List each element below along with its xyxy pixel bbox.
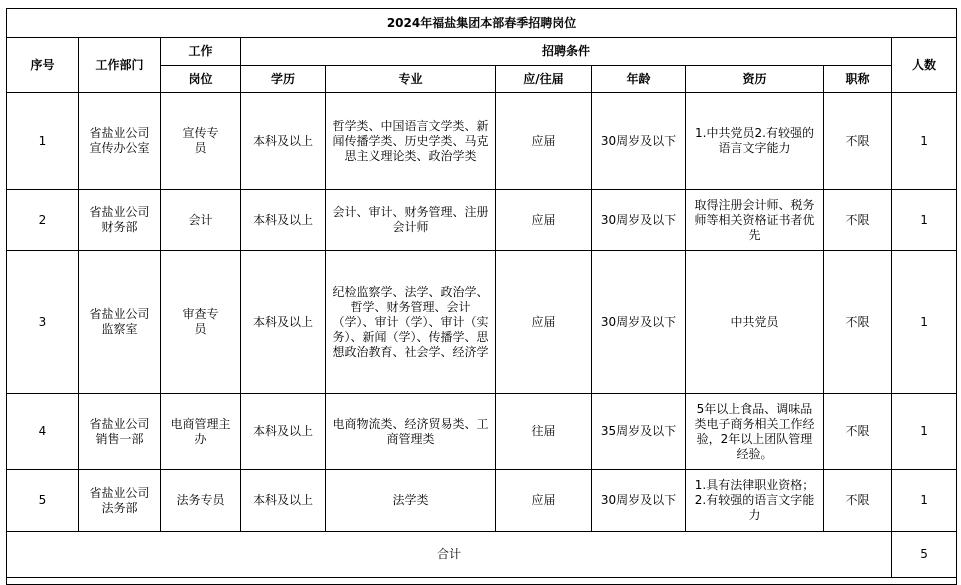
- header-qualification: 资历: [686, 66, 824, 93]
- table-row: [7, 190, 957, 251]
- header-post: 岗位: [161, 66, 241, 93]
- cell-seq: 4: [7, 394, 79, 470]
- cell-qualification: [686, 470, 824, 532]
- header-conditions: 招聘条件: [241, 38, 892, 66]
- recruitment-table: [6, 8, 957, 585]
- cell-title-rank: 不限: [824, 190, 892, 251]
- cell-dept: [79, 394, 161, 470]
- table-row: [7, 394, 957, 470]
- cell-dept: [79, 251, 161, 394]
- cell-post: [161, 394, 241, 470]
- table-row: [7, 470, 957, 532]
- cell-count: 1: [892, 470, 957, 532]
- cell-major: [326, 190, 496, 251]
- cell-graduate: 往届: [496, 394, 592, 470]
- blank-row: [7, 578, 957, 585]
- cell-qualification: [686, 190, 824, 251]
- cell-post: 法务专员: [161, 470, 241, 532]
- cell-graduate: 应届: [496, 93, 592, 190]
- cell-education: 本科及以上: [241, 190, 326, 251]
- header-graduate: 应/往届: [496, 66, 592, 93]
- cell-qualification: [686, 93, 824, 190]
- major-text: 电商物流类、经济贸易类、工商管理类: [332, 416, 489, 446]
- header-education: 学历: [241, 66, 326, 93]
- total-label: 合计: [7, 532, 892, 578]
- cell-dept: [79, 470, 161, 532]
- cell-major: 法学类: [326, 470, 496, 532]
- cell-post: [161, 93, 241, 190]
- cell-post: 会计: [161, 190, 241, 251]
- post-text: 审查专员: [182, 307, 219, 336]
- dept-text: 省盐业公司宣传办公室: [89, 126, 150, 155]
- cell-dept: [79, 190, 161, 251]
- dept-text: 省盐业公司财务部: [89, 205, 150, 234]
- header-major: 专业: [326, 66, 496, 93]
- cell-count: 1: [892, 394, 957, 470]
- cell-graduate: 应届: [496, 470, 592, 532]
- cell-title-rank: 不限: [824, 93, 892, 190]
- post-text: 电商管理主办: [170, 416, 231, 446]
- cell-dept: [79, 93, 161, 190]
- header-work: 工作: [161, 38, 241, 66]
- cell-education: 本科及以上: [241, 93, 326, 190]
- dept-text: 省盐业公司销售一部: [89, 416, 150, 446]
- major-text: 会计、审计、财务管理、注册会计师: [332, 205, 489, 234]
- qualification-text: 1.具有法律职业资格；2.有较强的语言文字能力: [694, 478, 815, 522]
- cell-count: 1: [892, 93, 957, 190]
- cell-major: [326, 251, 496, 394]
- cell-age: 30周岁及以下: [592, 93, 686, 190]
- cell-age: 35周岁及以下: [592, 394, 686, 470]
- header-title-rank: 职称: [824, 66, 892, 93]
- table-title: 2024年福盐集团本部春季招聘岗位: [7, 9, 957, 38]
- cell-post: [161, 251, 241, 394]
- cell-title-rank: 不限: [824, 394, 892, 470]
- cell-qualification: [686, 394, 824, 470]
- cell-seq: 1: [7, 93, 79, 190]
- post-text: 宣传专员: [182, 126, 219, 155]
- header-seq: 序号: [7, 38, 79, 93]
- cell-age: 30周岁及以下: [592, 251, 686, 394]
- cell-age: 30周岁及以下: [592, 470, 686, 532]
- cell-education: 本科及以上: [241, 251, 326, 394]
- cell-major: [326, 394, 496, 470]
- cell-seq: 3: [7, 251, 79, 394]
- header-age: 年龄: [592, 66, 686, 93]
- cell-count: 1: [892, 251, 957, 394]
- table-row: [7, 251, 957, 394]
- cell-qualification: 中共党员: [686, 251, 824, 394]
- cell-count: 1: [892, 190, 957, 251]
- total-count: 5: [892, 532, 957, 578]
- blank-cell: [7, 578, 957, 585]
- cell-age: 30周岁及以下: [592, 190, 686, 251]
- qualification-text: 1.中共党员2.有较强的语言文字能力: [695, 126, 814, 155]
- header-count: 人数: [892, 38, 957, 93]
- total-row: [7, 532, 957, 578]
- qualification-text: 5年以上食品、调味品类电子商务相关工作经验，2年以上团队管理经验。: [694, 401, 815, 461]
- cell-title-rank: 不限: [824, 251, 892, 394]
- cell-education: 本科及以上: [241, 470, 326, 532]
- cell-major: [326, 93, 496, 190]
- dept-text: 省盐业公司监察室: [89, 307, 150, 336]
- cell-graduate: 应届: [496, 251, 592, 394]
- cell-seq: 2: [7, 190, 79, 251]
- dept-text: 省盐业公司法务部: [89, 485, 150, 515]
- cell-graduate: 应届: [496, 190, 592, 251]
- cell-education: 本科及以上: [241, 394, 326, 470]
- qualification-text: 取得注册会计师、税务师等相关资格证书者优先: [694, 197, 815, 242]
- header-dept: 工作部门: [79, 38, 161, 93]
- cell-seq: 5: [7, 470, 79, 532]
- cell-title-rank: 不限: [824, 470, 892, 532]
- major-text: 纪检监察学、法学、政治学、哲学、财务管理、会计（学）、审计（学）、审计（实务）、新闻（学）、传播学、思想政治教育、社会学、经济学: [332, 284, 489, 359]
- major-text: 哲学类、中国语言文学类、新闻传播学类、历史学类、马克思主义理论类、政治学类: [332, 118, 489, 163]
- table-row: [7, 93, 957, 190]
